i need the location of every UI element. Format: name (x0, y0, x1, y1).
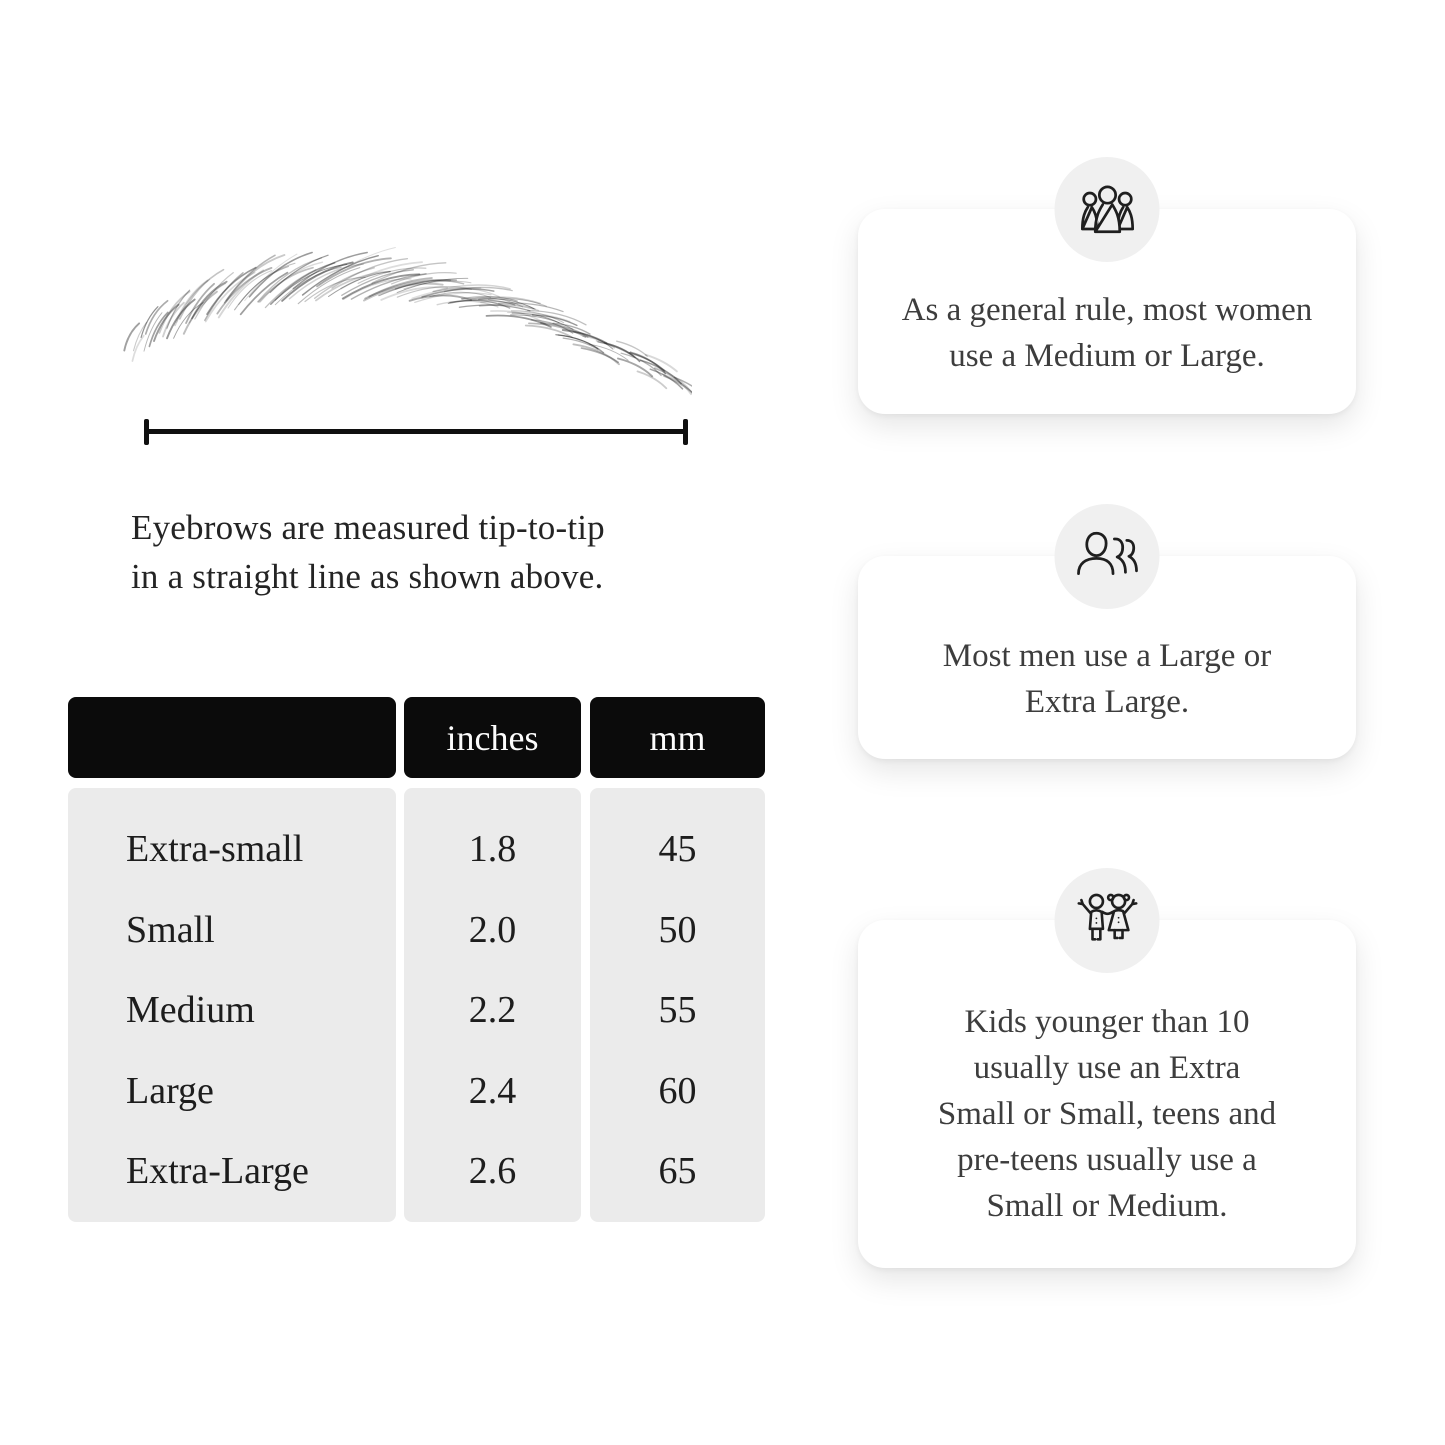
row-mm-value: 55 (658, 989, 697, 1032)
measurement-caption (131, 503, 771, 601)
card-text-line: Most men use a Large or (942, 638, 1272, 674)
row-label: Small (126, 908, 215, 951)
card-text (886, 999, 1328, 1229)
card-text-line: usually use an Extra (973, 1050, 1241, 1086)
row-mm-value: 60 (658, 1069, 697, 1112)
table-header-size (68, 697, 396, 778)
icon-badge (1055, 868, 1160, 973)
row-label: Large (126, 1069, 214, 1112)
row-inches-value: 2.2 (468, 989, 517, 1032)
table-row (68, 1051, 765, 1132)
row-inches-value: 2.0 (468, 908, 517, 951)
info-card-kids (858, 920, 1356, 1268)
table-rows (68, 788, 765, 1222)
info-card-men (858, 556, 1356, 759)
table-header-inches: inches (404, 697, 581, 778)
row-mm-value: 50 (658, 908, 697, 951)
caption-line-1: Eyebrows are measured tip-to-tip (131, 508, 605, 547)
eyebrow-illustration (112, 240, 692, 405)
row-inches-value: 2.4 (468, 1069, 517, 1112)
card-text (886, 633, 1328, 725)
table-row (68, 890, 765, 971)
row-label: Extra-small (126, 828, 304, 871)
card-text-line: Kids younger than 10 (964, 1004, 1250, 1040)
measurement-line (144, 419, 688, 445)
info-card-women (858, 209, 1356, 414)
table-row (68, 970, 765, 1051)
men-group-icon (1072, 528, 1142, 586)
card-text-line: pre-teens usually use a (957, 1142, 1257, 1178)
row-mm-value: 45 (658, 828, 697, 871)
row-inches-value: 1.8 (468, 828, 517, 871)
children-icon (1074, 891, 1140, 951)
row-inches-value: 2.6 (468, 1150, 517, 1193)
measurement-end-cap-right (683, 419, 688, 445)
row-label: Extra-Large (126, 1150, 309, 1193)
row-mm-value: 65 (658, 1150, 697, 1193)
card-text-line: use a Medium or Large. (949, 338, 1265, 374)
card-text-line: Small or Medium. (986, 1188, 1228, 1224)
caption-line-2: in a straight line as shown above. (131, 557, 604, 596)
card-text-line: As a general rule, most women (901, 292, 1313, 328)
size-table (68, 697, 765, 1224)
table-header-mm: mm (590, 697, 765, 778)
card-text (886, 287, 1328, 379)
measurement-bar (144, 429, 688, 434)
card-text-line: Small or Small, teens and (937, 1096, 1277, 1132)
table-row (68, 1131, 765, 1212)
women-group-icon (1073, 181, 1141, 239)
icon-badge (1055, 504, 1160, 609)
card-text-line: Extra Large. (1024, 684, 1190, 720)
table-row (68, 809, 765, 890)
row-label: Medium (126, 989, 255, 1032)
icon-badge (1055, 157, 1160, 262)
